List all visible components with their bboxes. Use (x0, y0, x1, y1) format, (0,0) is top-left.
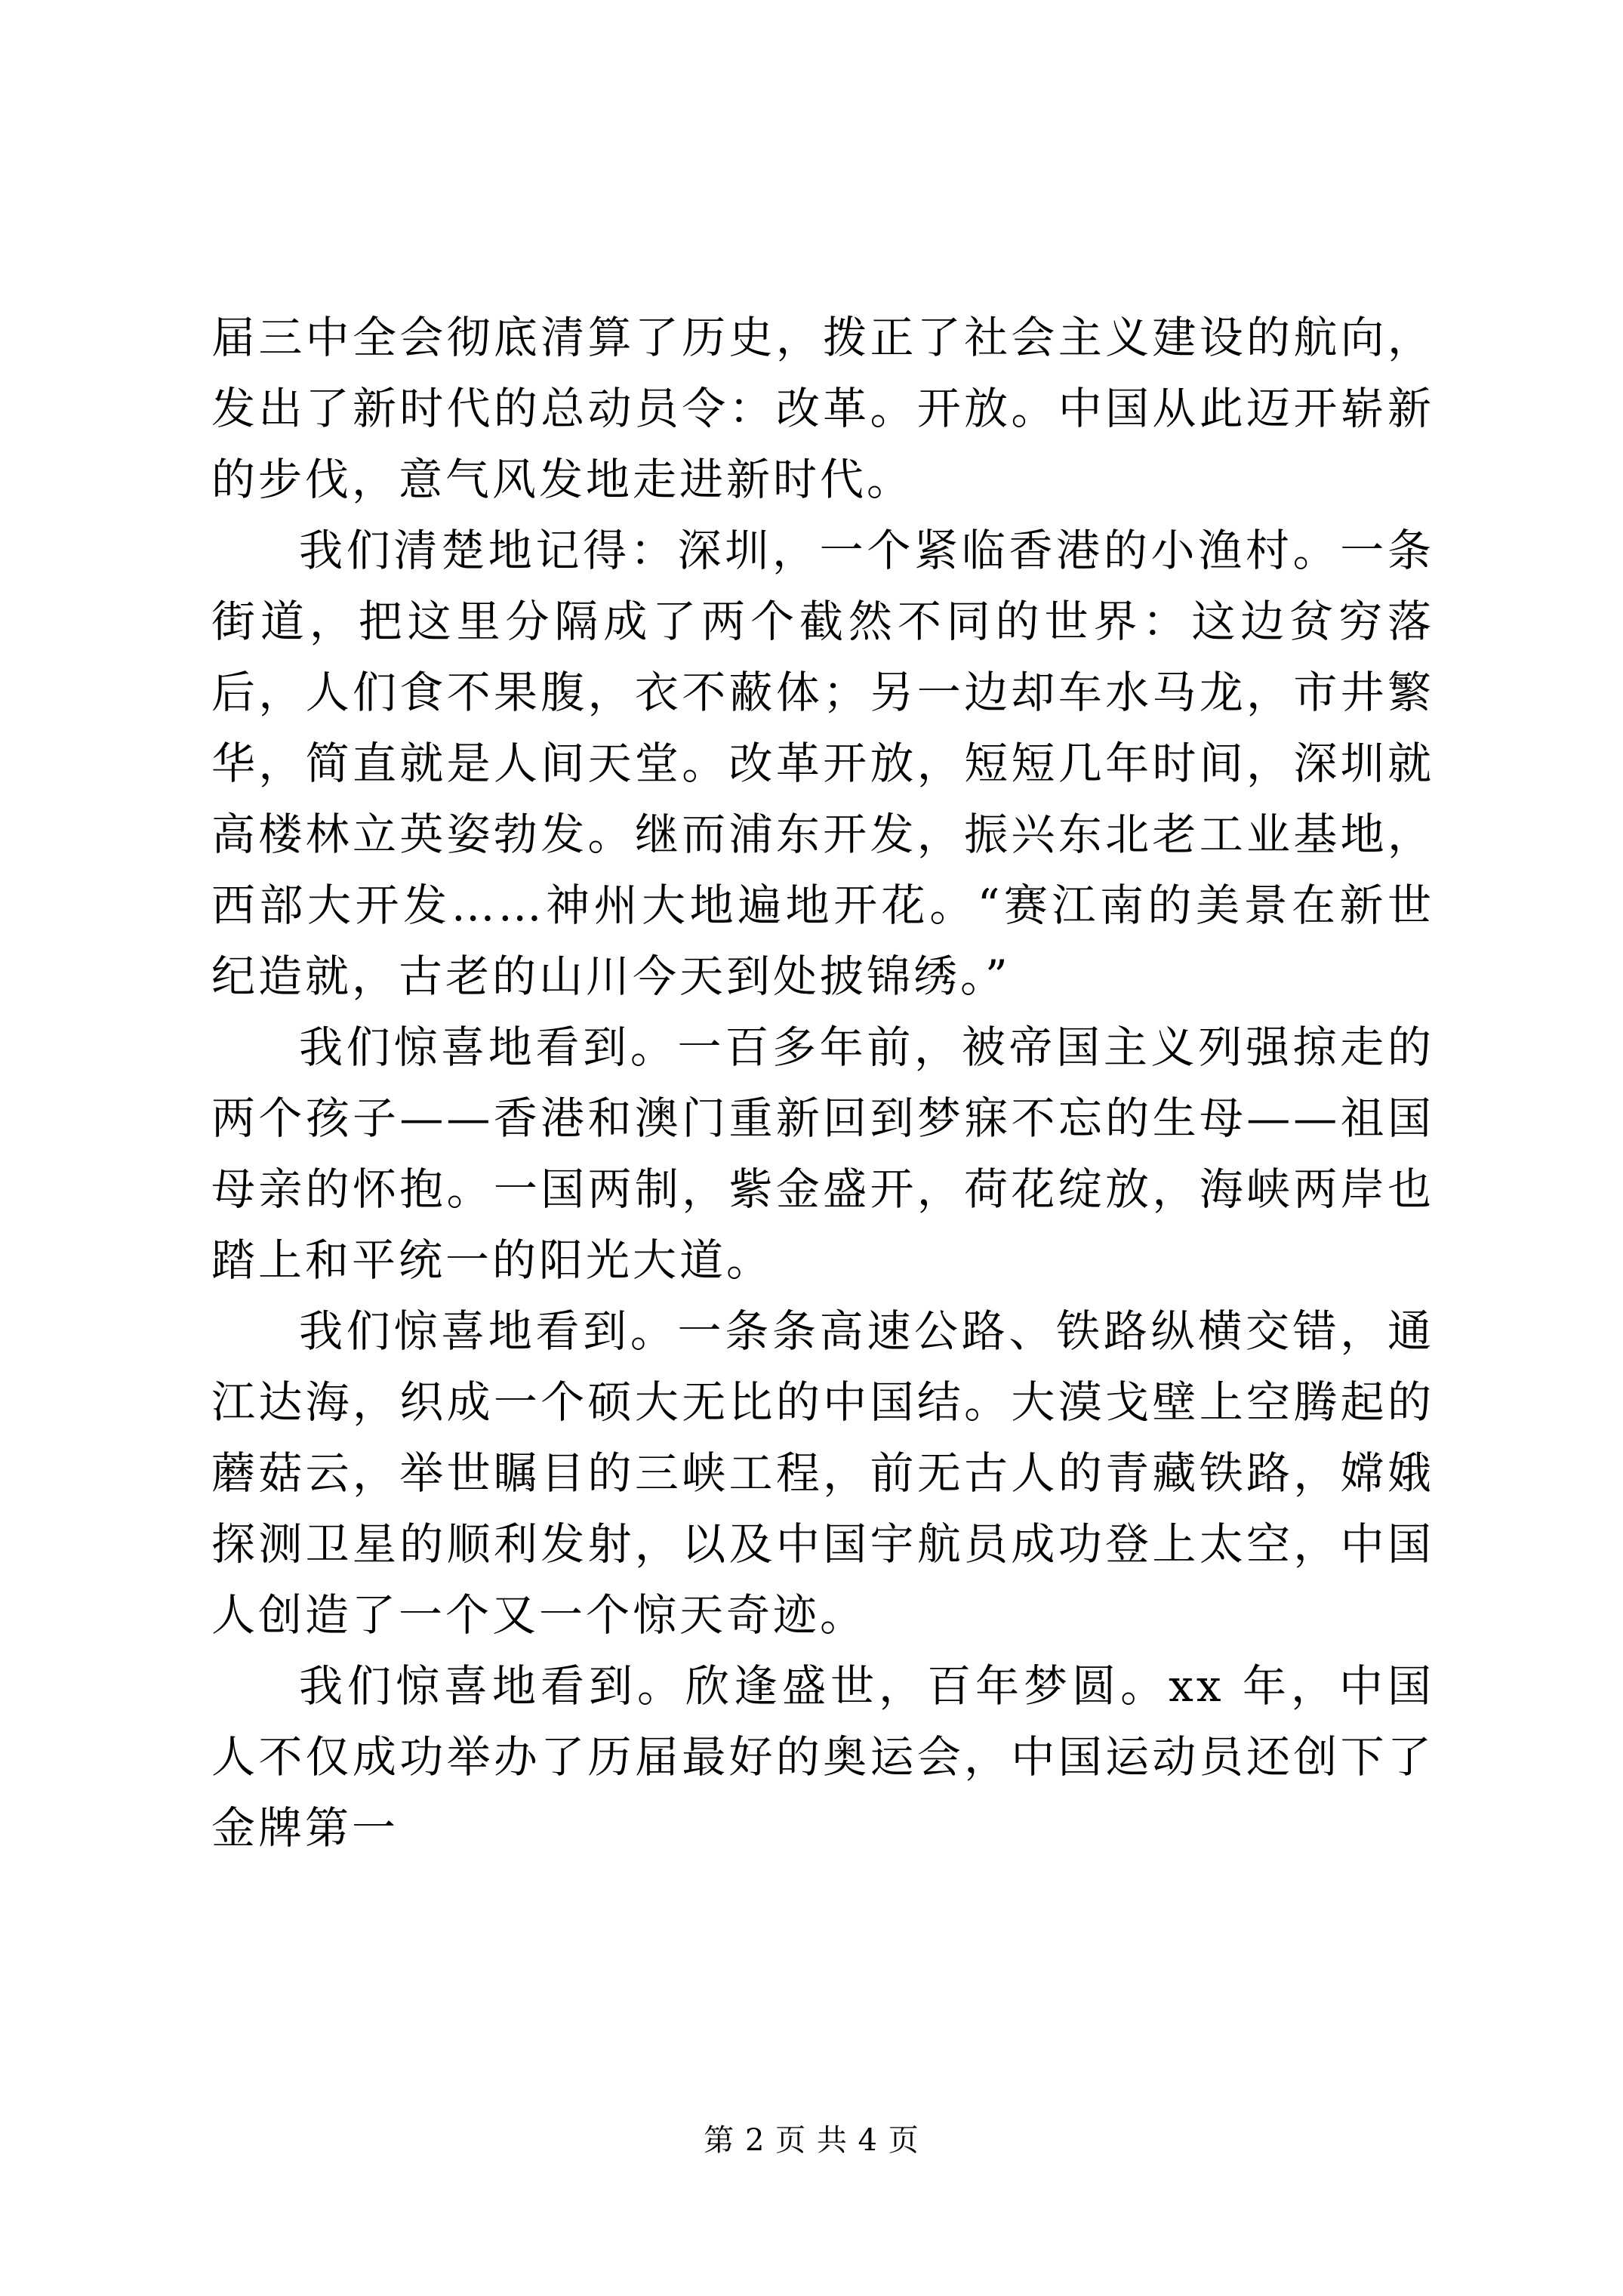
paragraph-3: 我们惊喜地看到。一百多年前，被帝国主义列强掠走的两个孩子——香港和澳门重新回到梦寐不忘的生母——祖国母亲的怀抱。一国两制，紫金盛开，荷花绽放，海峡两岸也踏上和平统一的阳光大道。 (211, 1022, 1434, 1286)
page-number-label: 第 2 页 共 4 页 (704, 2123, 919, 2158)
paragraph-2: 我们清楚地记得：深圳，一个紧临香港的小渔村。一条街道，把这里分隔成了两个截然不同的世界：这边贫穷落后，人们食不果腹，衣不蔽体；另一边却车水马龙，市井繁华，简直就是人间天堂。改革开放，短短几年时间，深圳就高楼林立英姿勃发。继而浦东开发，振兴东北老工业基地，西部大开发……神州大地遍地开花。“赛江南的美景在新世纪造就，古老的山川今天到处披锦绣。” (211, 525, 1434, 1002)
page-footer (0, 2122, 1623, 2159)
body-text (211, 302, 1434, 1863)
paragraph-5: 我们惊喜地看到。欣逢盛世，百年梦圆。xx 年，中国人不仅成功举办了历届最好的奥运会，中国运动员还创下了金牌第一 (211, 1660, 1434, 1854)
paragraph-4: 我们惊喜地看到。一条条高速公路、铁路纵横交错，通江达海，织成一个硕大无比的中国结。大漠戈壁上空腾起的蘑菇云，举世瞩目的三峡工程，前无古人的青藏铁路，嫦娥探测卫星的顺利发射，以及中国宇航员成功登上太空，中国人创造了一个又一个惊天奇迹。 (211, 1305, 1434, 1641)
paragraph-1: 届三中全会彻底清算了历史，拨正了社会主义建设的航向，发出了新时代的总动员令：改革。开放。中国从此迈开崭新的步伐，意气风发地走进新时代。 (211, 312, 1434, 505)
